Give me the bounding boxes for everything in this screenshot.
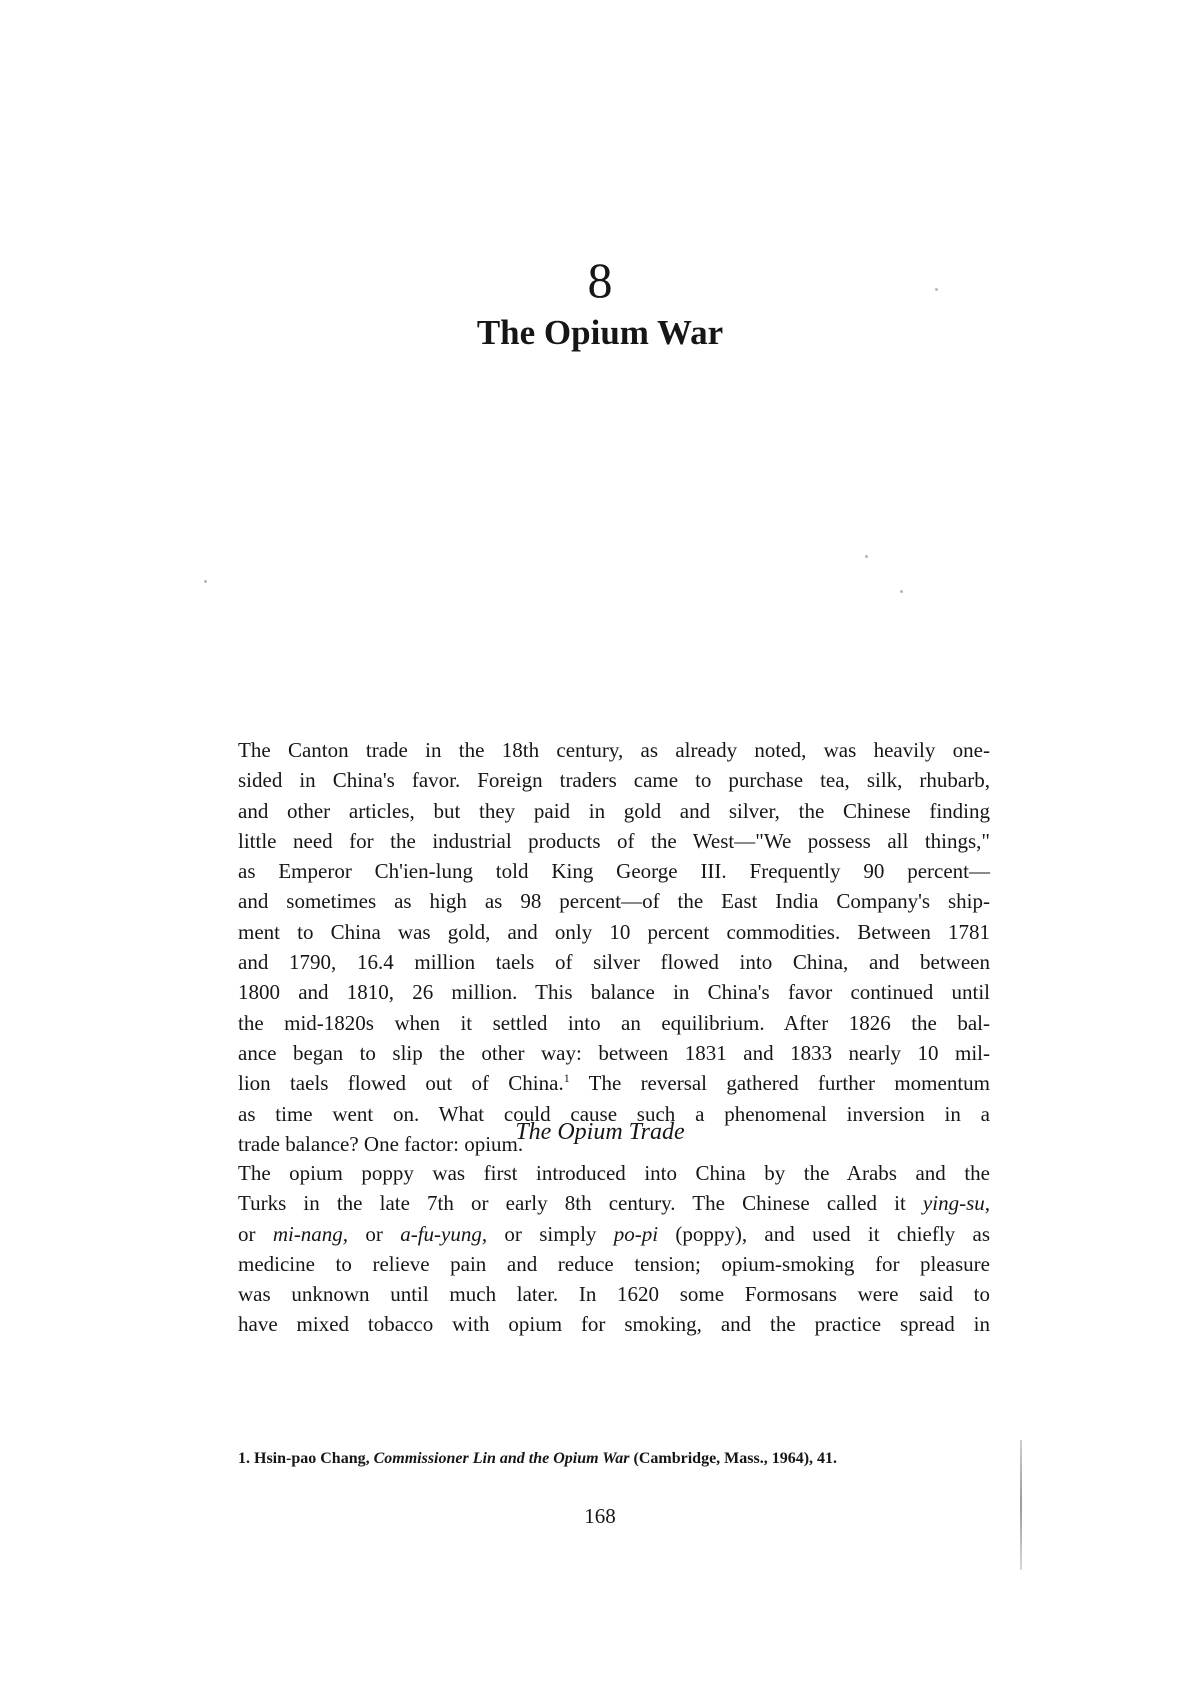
paragraph-line: and other articles, but they paid in gold and silver, the Chinese finding xyxy=(238,798,990,823)
paragraph-line: ment to China was gold, and only 10 percent commodities. Between 1781 xyxy=(238,919,990,944)
scan-speck xyxy=(204,580,207,583)
scan-speck xyxy=(865,555,868,558)
line-text: Turks in the late 7th or early 8th century. The Chinese called it xyxy=(238,1191,923,1216)
chapter-number: 8 xyxy=(587,252,613,308)
chapter-title: The Opium War xyxy=(476,313,724,352)
line-text: or simply xyxy=(487,1221,614,1246)
line-text: (poppy), and used it chiefly as xyxy=(658,1221,990,1246)
paragraph-line: trade balance? One factor: opium. xyxy=(238,1131,524,1156)
line-text: The reversal gathered further momentum xyxy=(569,1071,990,1096)
chinese-term: mi-nang, xyxy=(272,1221,349,1246)
paragraph-line: ance began to slip the other way: between 1831 and 1833 nearly 10 mil- xyxy=(238,1040,990,1065)
paragraph-line: have mixed tobacco with opium for smoking, and the practice spread in xyxy=(238,1312,990,1337)
footnote-book-title: Commissioner Lin and the Opium War xyxy=(373,1450,630,1467)
paragraph-line: was unknown until much later. In 1620 some Formosans were said to xyxy=(238,1282,990,1307)
chinese-term: ying-su, xyxy=(922,1191,990,1216)
paragraph-line-with-footnote xyxy=(238,1068,990,1098)
footnote-author: Hsin-pao Chang, xyxy=(250,1450,374,1467)
paragraph-line xyxy=(238,1188,990,1218)
paragraph-line: 1800 and 1810, 26 million. This balance in China's favor continued until xyxy=(238,980,990,1005)
paragraph-line: and sometimes as high as 98 percent—of the East India Company's ship- xyxy=(238,889,990,914)
line-text: or xyxy=(238,1221,273,1246)
scan-speck xyxy=(900,590,903,593)
footnote xyxy=(238,1448,990,1470)
chinese-term: po-pi xyxy=(613,1221,659,1246)
paragraph-line: the mid-1820s when it settled into an equilibrium. After 1826 the bal- xyxy=(238,1010,990,1035)
paragraph-line: The opium poppy was first introduced into China by the Arabs and the xyxy=(238,1161,990,1185)
paragraph-canton-trade xyxy=(238,735,990,1159)
footnote-number: 1. xyxy=(238,1450,250,1467)
paragraph-line: as Emperor Ch'ien-lung told King George III. Frequently 90 percent— xyxy=(238,859,990,884)
page-number: 168 xyxy=(584,1504,616,1528)
footnote-reference[interactable]: 1 xyxy=(563,1071,570,1086)
line-text: or xyxy=(348,1221,401,1246)
scan-edge-mark xyxy=(1020,1440,1022,1570)
paragraph-line: and 1790, 16.4 million taels of silver flowed into China, and between xyxy=(238,950,990,975)
paragraph-line: sided in China's favor. Foreign traders came to purchase tea, silk, rhubarb, xyxy=(238,768,990,793)
footnote-details: (Cambridge, Mass., 1964), 41. xyxy=(629,1450,838,1467)
line-text: lion taels flowed out of China. xyxy=(238,1071,564,1096)
chinese-term: a-fu-yung, xyxy=(400,1221,488,1246)
paragraph-line xyxy=(238,1219,990,1249)
section-heading: The Opium Trade xyxy=(515,1119,685,1145)
paragraph-line: as time went on. What could cause such a phenomenal inversion in a xyxy=(238,1101,990,1126)
paragraph-opium-trade xyxy=(238,1158,990,1340)
scan-speck xyxy=(935,288,938,291)
paragraph-line: The Canton trade in the 18th century, as already noted, was heavily one- xyxy=(238,738,990,762)
paragraph-line: little need for the industrial products of the West—"We possess all things," xyxy=(238,828,990,853)
paragraph-line: medicine to relieve pain and reduce tension; opium-smoking for pleasure xyxy=(238,1251,990,1276)
